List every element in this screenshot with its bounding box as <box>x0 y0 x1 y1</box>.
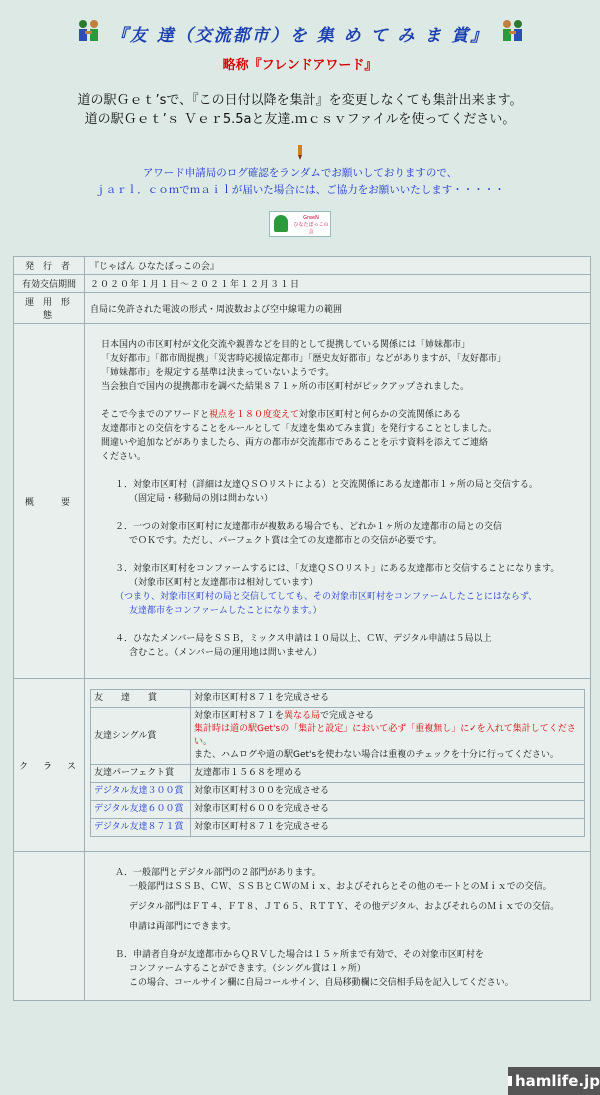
overview-content <box>85 324 591 679</box>
rule-item: （固定局・移動局の別は問わない） <box>129 494 274 504</box>
class-item <box>91 765 585 783</box>
overview-text: 友達都市との交信をすることをルールとして「友達を集めてみま賞」を発行することとしました。 <box>101 424 497 434</box>
intro-text <box>0 91 600 129</box>
log-check-notice <box>0 165 600 199</box>
class-item <box>91 801 585 819</box>
period-label: 有効交信期間 <box>14 275 85 293</box>
rule-item: この場合、コールサイン欄に自局コールサイン、自局移動欄に交信相手局を記入してください。 <box>129 978 514 988</box>
overview-text: ください。 <box>101 452 147 462</box>
page-header <box>0 18 600 241</box>
overview-text: 「友好都市」「都市間提携」「災害時応援協定都市」「歴史友好都市」などがありますが、「友好都市」 <box>101 354 507 364</box>
rule-item: 友達都市をコンファームしたことになります。） <box>129 606 322 616</box>
rules-row <box>14 852 591 1001</box>
rule-item: ２．一つの対象市区町村に友達都市が複数ある場合でも、どれか１ヶ所の友達都市の局との交信 <box>115 522 503 532</box>
class-desc: 対象市区町村８７１を異なる局で完成させる 集計時は道の駅Get'sの「集計と設定」において必ず「重複無し」に✓を入れて集計してください。 また、ハムログや道の駅Get'sを使わない場合は重複のチェックを十分に行ってください。 <box>191 708 585 765</box>
club-logo-mark <box>274 215 288 232</box>
rules-label <box>14 852 85 1001</box>
period-row <box>14 275 591 293</box>
overview-text: 日本国内の市区町村が文化交流や親善などを目的として提携している関係には「姉妹都市」 <box>101 340 471 350</box>
overview-text: 間違いや追加などがありましたら、両方の都市が交流都市であることを示す資料を添えてご連絡 <box>101 438 489 448</box>
single-note: 集計時は道の駅Get'sの「集計と設定」において必ず「重複無し」に✓を入れて集計してください。 <box>194 724 576 747</box>
rule-item: １．対象市区町村（詳細は友達ＱＳＯリストによる）と交流関係にある友達都市１ヶ所の局と交信する。 <box>115 480 538 490</box>
rule-item: コンファームすることができます。（シングル賞は１ヶ所） <box>129 964 366 974</box>
class-item <box>91 783 585 801</box>
single-note: また、ハムログや道の駅Get'sを使わない場合は重複のチェックを十分に行ってください。 <box>194 750 559 760</box>
rules-content <box>85 852 591 1001</box>
issuer-label: 発 行 者 <box>14 257 85 275</box>
page-title: 『友 達（交流都市）を 集 め て み ま 賞』 <box>110 25 490 46</box>
class-name: デジタル友達８７１賞 <box>91 819 191 837</box>
rule-item: Ｂ．申請者自身が友達都市からＱＲＶした場合は１５ヶ所まで有効で、その対象市区町村を <box>115 950 484 960</box>
rule-item: 含むこと。（メンバー局の運用地は問いません） <box>129 648 322 658</box>
class-name: 友達パーフェクト賞 <box>91 765 191 783</box>
pen-icon <box>295 145 305 161</box>
class-desc: 対象市区町村６００を完成させる <box>191 801 585 819</box>
class-content <box>85 679 591 852</box>
class-desc: 対象市区町村８７１を完成させる <box>191 819 585 837</box>
overview-text: 「姉妹都市」を規定する基準は決まっていないようです。 <box>101 368 335 378</box>
class-name: 友達シングル賞 <box>91 708 191 765</box>
class-item <box>91 819 585 837</box>
class-row <box>14 679 591 852</box>
title-row <box>0 18 600 48</box>
rule-item: 申請は両部門にできます。 <box>129 922 237 932</box>
class-desc: 友達都市１５６８を埋める <box>191 765 585 783</box>
rule-item: ３．対象市区町村をコンファームするには、「友達ＱＳＯリスト」にある友達都市と交信することになります。 <box>115 564 560 574</box>
period-value: ２０２０年１月１日～２０２１年１２月３１日 <box>85 275 591 293</box>
mode-value: 自局に免許された電波の形式・周波数および空中線電力の範囲 <box>85 293 591 324</box>
overview-text: そこで今までのアワードと視点を１８０度変えて対象市区町村と何らかの交流関係にある <box>101 410 462 420</box>
class-name: デジタル友達３００賞 <box>91 783 191 801</box>
mode-label: 運 用 形 態 <box>14 293 85 324</box>
page-subtitle: 略称『フレンドアワード』 <box>222 58 378 73</box>
greeting-people-icon <box>75 19 101 47</box>
greeting-people-icon <box>499 19 525 47</box>
overview-text: 当会独自で国内の提携都市を調べた結果８７１ヶ所の市区町村がピックアップされました。 <box>101 382 470 392</box>
class-desc: 対象市区町村８７１を完成させる <box>191 690 585 708</box>
mode-row <box>14 293 591 324</box>
overview-label: 概 要 <box>14 324 85 679</box>
rule-item: でＯＫです。ただし、パーフェクト賞は全ての友達都市との交信が必要です。 <box>129 536 442 546</box>
issuer-row <box>14 257 591 275</box>
class-item <box>91 708 585 765</box>
rule-item: Ａ．一般部門とデジタル部門の２部門があります。 <box>115 868 321 878</box>
intro-line: 道の駅Ｇｅｔ’sで、『この日付以降を集計』を変更しなくても集計出来ます。 <box>77 93 523 108</box>
watermark-text: hamlife.jp <box>515 1072 600 1090</box>
class-name: デジタル友達６００賞 <box>91 801 191 819</box>
rule-item: 一般部門はＳＳＢ、ＣＷ、ＳＳＢとＣＷのＭｉｘ、およびそれらとその他のモートとのＭｉｘでの交信。 <box>129 882 552 892</box>
watermark-square-icon <box>508 1076 512 1086</box>
club-logo[interactable] <box>269 211 331 237</box>
class-table <box>90 689 585 837</box>
rule-item: デジタル部門はＦＴ４、ＦＴ８、ＪＴ６５、ＲＴＴＹ、その他デジタル、およびそれらのＭｉｘでの交信。 <box>129 902 560 912</box>
class-label: ク ラ ス <box>14 679 85 852</box>
class-name: 友 達 賞 <box>91 690 191 708</box>
class-item <box>91 690 585 708</box>
watermark <box>508 1067 600 1095</box>
club-logo-text: GreeN ひなたぼっこの会 <box>293 215 329 235</box>
rule-item: （対象市区町村と友達都市は相対しています） <box>129 578 319 588</box>
issuer-value: 『じゃぱん ひなたぼっこの会』 <box>85 257 591 275</box>
overview-row <box>14 324 591 679</box>
rule-item: （つまり、対象市区町村の局と交信してしても、その対象市区町村をコンファームしたことにはならず、 <box>115 592 538 602</box>
class-desc: 対象市区町村３００を完成させる <box>191 783 585 801</box>
award-rules-table <box>13 256 591 1001</box>
notice-line: アワード申請局のログ確認をランダムでお願いしておりますので、 <box>142 167 458 179</box>
notice-line: ｊａｒｌ．ｃｏｍでｍａｉｌが届いた場合には、ご協力をお願いいたします・・・・・ <box>95 184 505 196</box>
intro-line: 道の駅Ｇｅｔ’ｓ Ｖｅｒ5.5aと友達.ｍｃｓｖファイルを使ってください。 <box>84 112 516 127</box>
rule-item: ４．ひなたメンバー局をＳＳＢ，ミックス申請は１０局以上、ＣＷ、デジタル申請は５局以上 <box>115 634 492 644</box>
